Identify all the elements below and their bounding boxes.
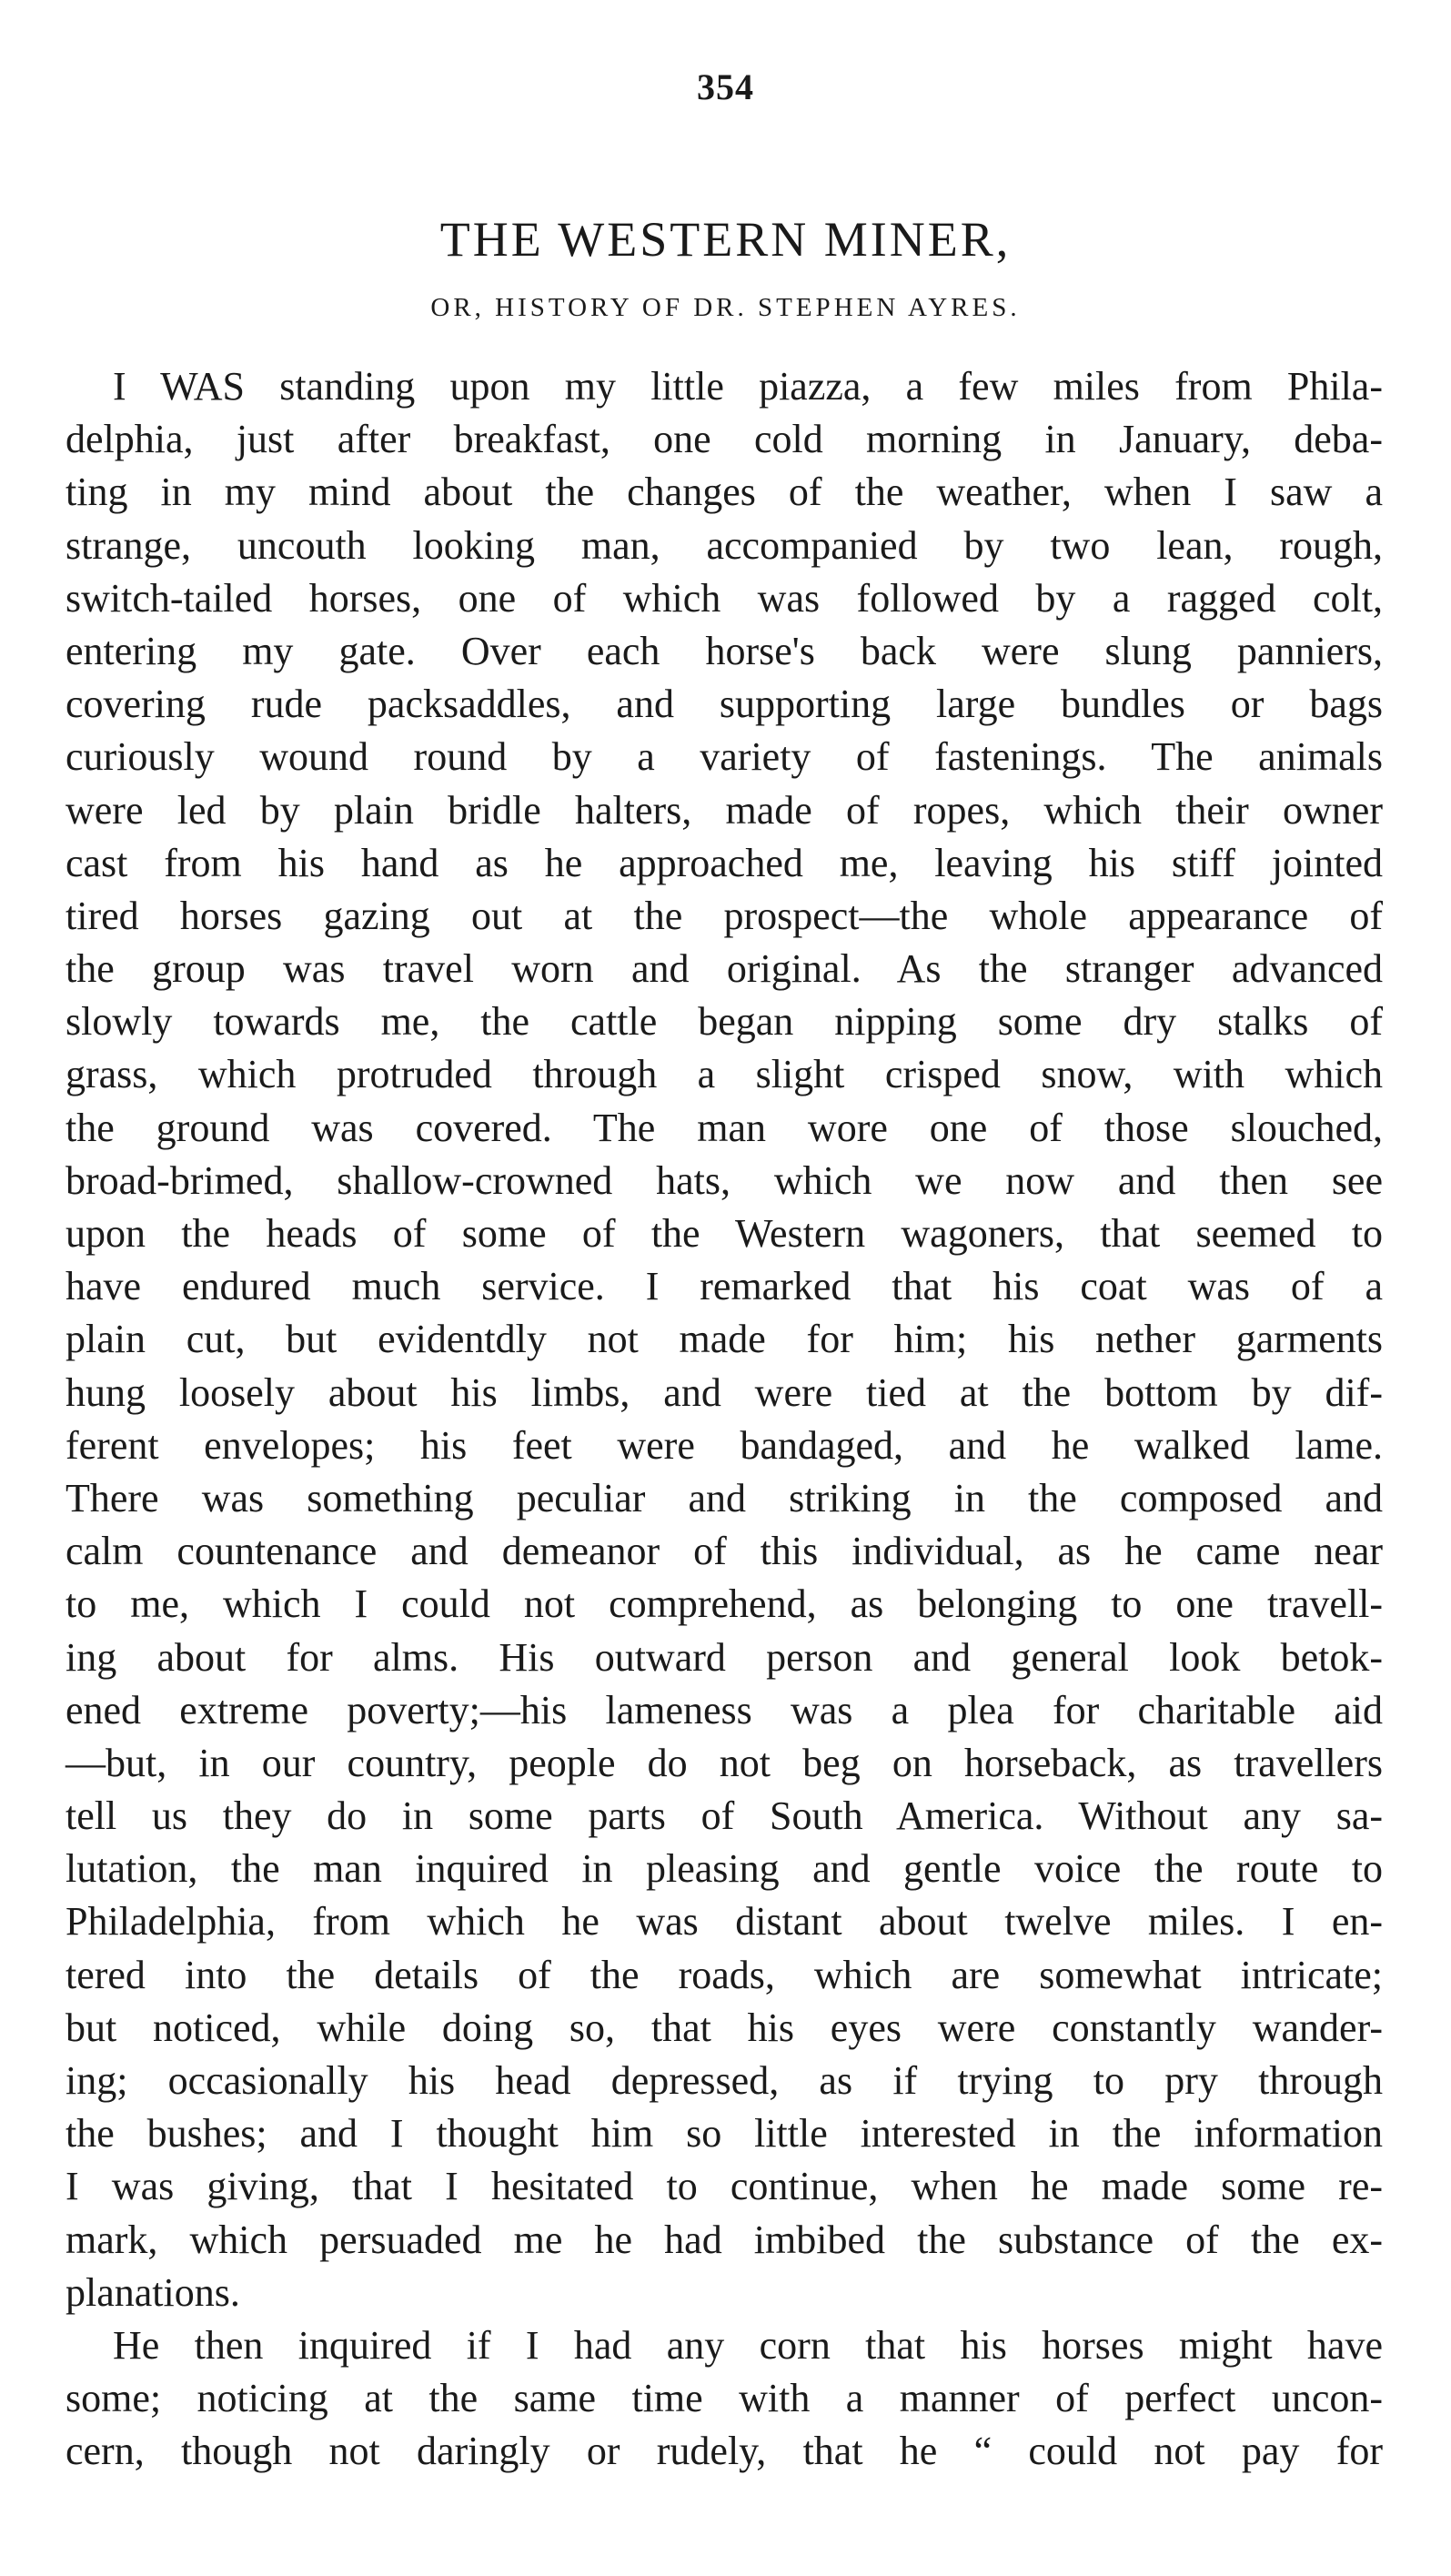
text-line: mark, which persuaded me he had imbibed the substance of the ex- bbox=[65, 2217, 1383, 2262]
text-line: Philadelphia, from which he was distant about twelve miles. I en- bbox=[65, 1899, 1383, 1945]
text-line: slowly towards me, the cattle began nipping some dry stalks of bbox=[65, 999, 1383, 1045]
text-line: delphia, just after breakfast, one cold morning in January, deba- bbox=[65, 417, 1383, 462]
text-line: He then inquired if I had any corn that his horses might have bbox=[113, 2322, 1383, 2368]
text-line: lutation, the man inquired in pleasing and gentle voice the route to bbox=[65, 1846, 1383, 1892]
text-line: There was something peculiar and striking in the composed and bbox=[65, 1475, 1383, 1520]
text-line: to me, which I could not comprehend, as belonging to one travell- bbox=[65, 1581, 1383, 1627]
text-line: —but, in our country, people do not beg on horseback, as travellers bbox=[65, 1740, 1383, 1785]
text-line: some; noticing at the same time with a manner of perfect uncon- bbox=[65, 2376, 1383, 2421]
text-line: upon the heads of some of the Western wagoners, that seemed to bbox=[65, 1211, 1383, 1256]
text-line: grass, which protruded through a slight crisped snow, with which bbox=[65, 1052, 1383, 1097]
text-line: the ground was covered. The man wore one of those slouched, bbox=[65, 1105, 1383, 1150]
body-text bbox=[65, 360, 1383, 2479]
text-line: cast from his hand as he approached me, leaving his stiff jointed bbox=[65, 840, 1383, 885]
text-line: tired horses gazing out at the prospect—the whole appearance of bbox=[65, 893, 1383, 938]
text-line: ing; occasionally his head depressed, as if trying to pry through bbox=[65, 2058, 1383, 2103]
text-line: strange, uncouth looking man, accompanied by two lean, rough, bbox=[65, 522, 1383, 568]
text-line: tell us they do in some parts of South America. Without any sa- bbox=[65, 1793, 1383, 1839]
text-line: calm countenance and demeanor of this individual, as he came near bbox=[65, 1529, 1383, 1574]
text-line: switch-tailed horses, one of which was followed by a ragged colt, bbox=[65, 575, 1383, 621]
text-line: cern, though not daringly or rudely, that he “ could not pay for bbox=[65, 2429, 1383, 2474]
text-line: I WAS standing upon my little piazza, a few miles from Phila- bbox=[113, 364, 1383, 409]
text-line: entering my gate. Over each horse's back were slung panniers, bbox=[65, 628, 1383, 673]
text-line: covering rude packsaddles, and supporting large bundles or bags bbox=[65, 682, 1383, 727]
text-line: ing about for alms. His outward person and general look betok- bbox=[65, 1634, 1383, 1680]
text-line: were led by plain bridle halters, made of ropes, which their owner bbox=[65, 787, 1383, 833]
text-line: have endured much service. I remarked that his coat was of a bbox=[65, 1264, 1383, 1309]
text-line: the group was travel worn and original. As the stranger advanced bbox=[65, 946, 1383, 992]
text-line: ferent envelopes; his feet were bandaged, and he walked lame. bbox=[65, 1422, 1383, 1468]
text-line: the bushes; and I thought him so little interested in the information bbox=[65, 2111, 1383, 2157]
text-line: but noticed, while doing so, that his eyes were constantly wander- bbox=[65, 2005, 1383, 2050]
text-line: ened extreme poverty;—his lameness was a plea for charitable aid bbox=[65, 1687, 1383, 1732]
text-line: hung loosely about his limbs, and were tied at the bottom by dif- bbox=[65, 1369, 1383, 1415]
text-line: curiously wound round by a variety of fastenings. The animals bbox=[65, 734, 1383, 780]
chapter-title: THE WESTERN MINER, bbox=[439, 212, 1012, 267]
text-line: ting in my mind about the changes of the weather, when I saw a bbox=[65, 470, 1383, 515]
text-line: tered into the details of the roads, which are somewhat intricate; bbox=[65, 1952, 1383, 1997]
text-line: plain cut, but evidentdly not made for him; his nether garments bbox=[65, 1317, 1383, 1362]
chapter-subtitle: OR, HISTORY OF DR. STEPHEN AYRES. bbox=[430, 293, 1021, 322]
text-line: I was giving, that I hesitated to continue, when he made some re- bbox=[65, 2164, 1383, 2209]
text-line: planations. bbox=[65, 2269, 240, 2315]
page-number: 354 bbox=[697, 66, 754, 107]
text-line: broad-brimed, shallow-crowned hats, which we now and then see bbox=[65, 1157, 1383, 1203]
